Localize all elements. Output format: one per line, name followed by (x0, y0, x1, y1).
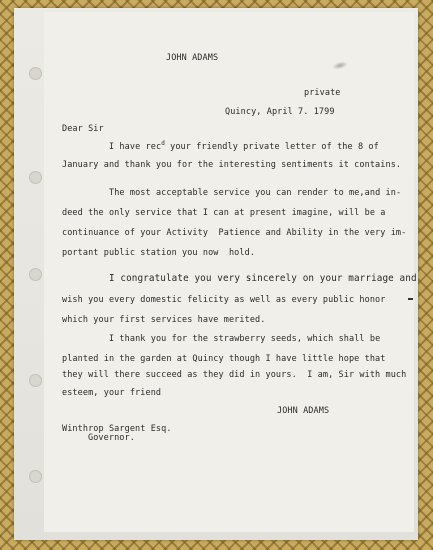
paragraph-4-line: I thank you for the strawberry seeds, which shall be (109, 334, 381, 344)
paragraph-2-line: continuance of your Activity Patience and Ability in the very im- (62, 228, 407, 238)
text-run: I have rec (109, 142, 162, 152)
paragraph-4-line: they will there succeed as they did in yours. I am, Sir with much (62, 370, 407, 380)
superscript: d (161, 140, 165, 147)
letter-header: JOHN ADAMS (166, 53, 219, 63)
paragraph-3-line: I congratulate you very sincerely on your marriage and (109, 273, 417, 284)
paragraph-3-line: wish you every domestic felicity as well as every public honor (62, 295, 386, 305)
recipient-title: Governor. (88, 433, 135, 443)
dateline: Quincy, April 7. 1799 (225, 107, 335, 117)
binder-hole (29, 67, 42, 80)
paragraph-2-line: The most acceptable service you can render to me,and in- (109, 188, 402, 198)
paragraph-2-line: portant public station you now hold. (62, 248, 256, 258)
text-run: your friendly private letter of the 8 of (164, 142, 379, 152)
paragraph-4-line: esteem, your friend (62, 388, 162, 398)
salutation: Dear Sir (62, 124, 104, 134)
letter-page (44, 12, 414, 532)
binder-hole (29, 268, 42, 281)
paragraph-4-line: planted in the garden at Quincy though I have little hope that (62, 354, 386, 364)
binder-hole (29, 171, 42, 184)
binder-hole (29, 374, 42, 387)
paragraph-1-line (109, 139, 379, 152)
binder-hole (29, 470, 42, 483)
privacy-note: private (304, 88, 341, 98)
paragraph-1-line: January and thank you for the interesting sentiments it contains. (62, 160, 402, 170)
margin-mark (408, 298, 413, 300)
paragraph-2-line: deed the only service that I can at present imagine, will be a (62, 208, 386, 218)
recipient-name: Winthrop Sargent Esq. (62, 424, 172, 434)
signature: JOHN ADAMS (277, 406, 330, 416)
paragraph-3-line: which your first services have merited. (62, 315, 266, 325)
